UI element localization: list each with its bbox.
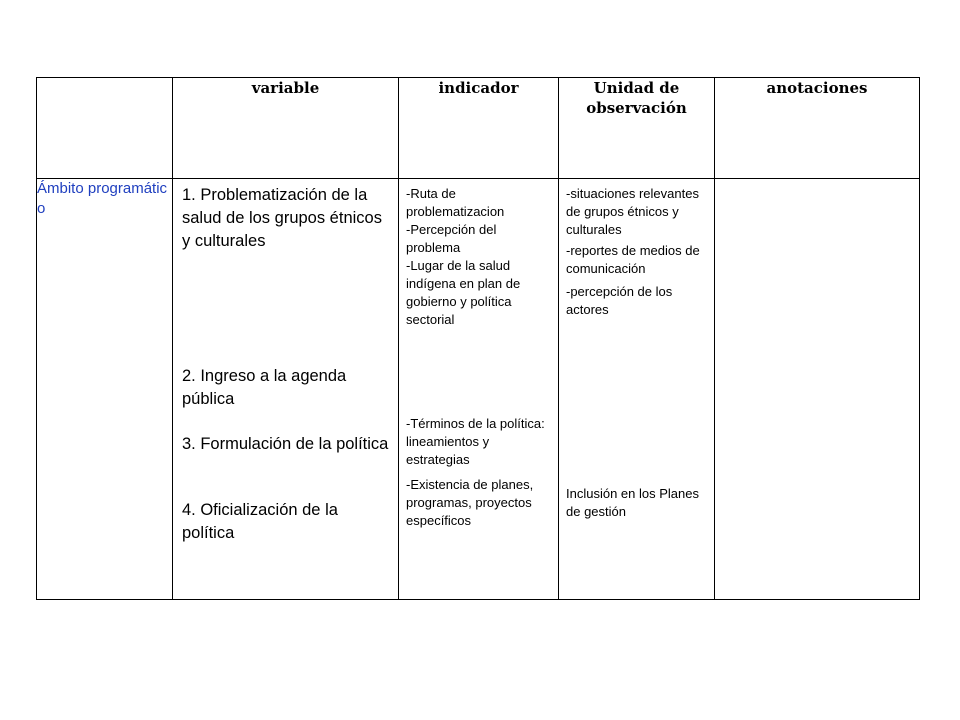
indicador-item: -Lugar de la salud indígena en plan de gobierno y política sectorial bbox=[406, 258, 521, 327]
header-anotaciones: anotaciones bbox=[715, 78, 920, 179]
unidad-item: -percepción de los actores bbox=[566, 284, 673, 317]
unidad-item: -situaciones relevantes de grupos étnicos y culturales bbox=[566, 186, 699, 237]
variable-item-3: 3. Formulación de la política bbox=[182, 435, 389, 453]
header-unidad-de-observacion bbox=[559, 78, 715, 179]
indicador-item: -Ruta de problematizacion bbox=[406, 186, 505, 219]
unidades-cell bbox=[559, 179, 715, 600]
ambito-cell: Ámbito programático bbox=[37, 179, 173, 600]
indicador-item: -Existencia de planes, programas, proyectos específicos bbox=[406, 477, 534, 528]
variable-item-1: 1. Problematización de la salud de los grupos étnicos y culturales bbox=[182, 186, 382, 250]
header-unidad-line2: observación bbox=[586, 99, 687, 117]
unidades-group-1 bbox=[566, 185, 710, 319]
indicadores-group-2 bbox=[406, 415, 554, 530]
indicadores-cell bbox=[399, 179, 559, 600]
indicador-item: -Percepción del problema bbox=[406, 222, 497, 255]
header-variable: variable bbox=[173, 78, 399, 179]
unidad-item: Inclusión en los Planes de gestión bbox=[566, 486, 699, 519]
header-row bbox=[37, 78, 920, 179]
matrix-table bbox=[36, 77, 920, 600]
indicadores-group-1 bbox=[406, 185, 554, 329]
indicador-item: -Términos de la política: lineamientos y estrategias bbox=[406, 416, 545, 467]
header-unidad-line1: Unidad de bbox=[593, 79, 680, 97]
unidades-group-2 bbox=[566, 485, 710, 521]
unidad-item: -reportes de medios de comunicación bbox=[566, 243, 700, 276]
header-blank-cell bbox=[37, 78, 173, 179]
body-row bbox=[37, 179, 920, 600]
header-indicador: indicador bbox=[399, 78, 559, 179]
variable-item-2: 2. Ingreso a la agenda pública bbox=[182, 367, 347, 408]
variable-item-4: 4. Oficialización de la política bbox=[182, 501, 338, 542]
variables-cell bbox=[173, 179, 399, 600]
anotaciones-cell bbox=[715, 179, 920, 600]
